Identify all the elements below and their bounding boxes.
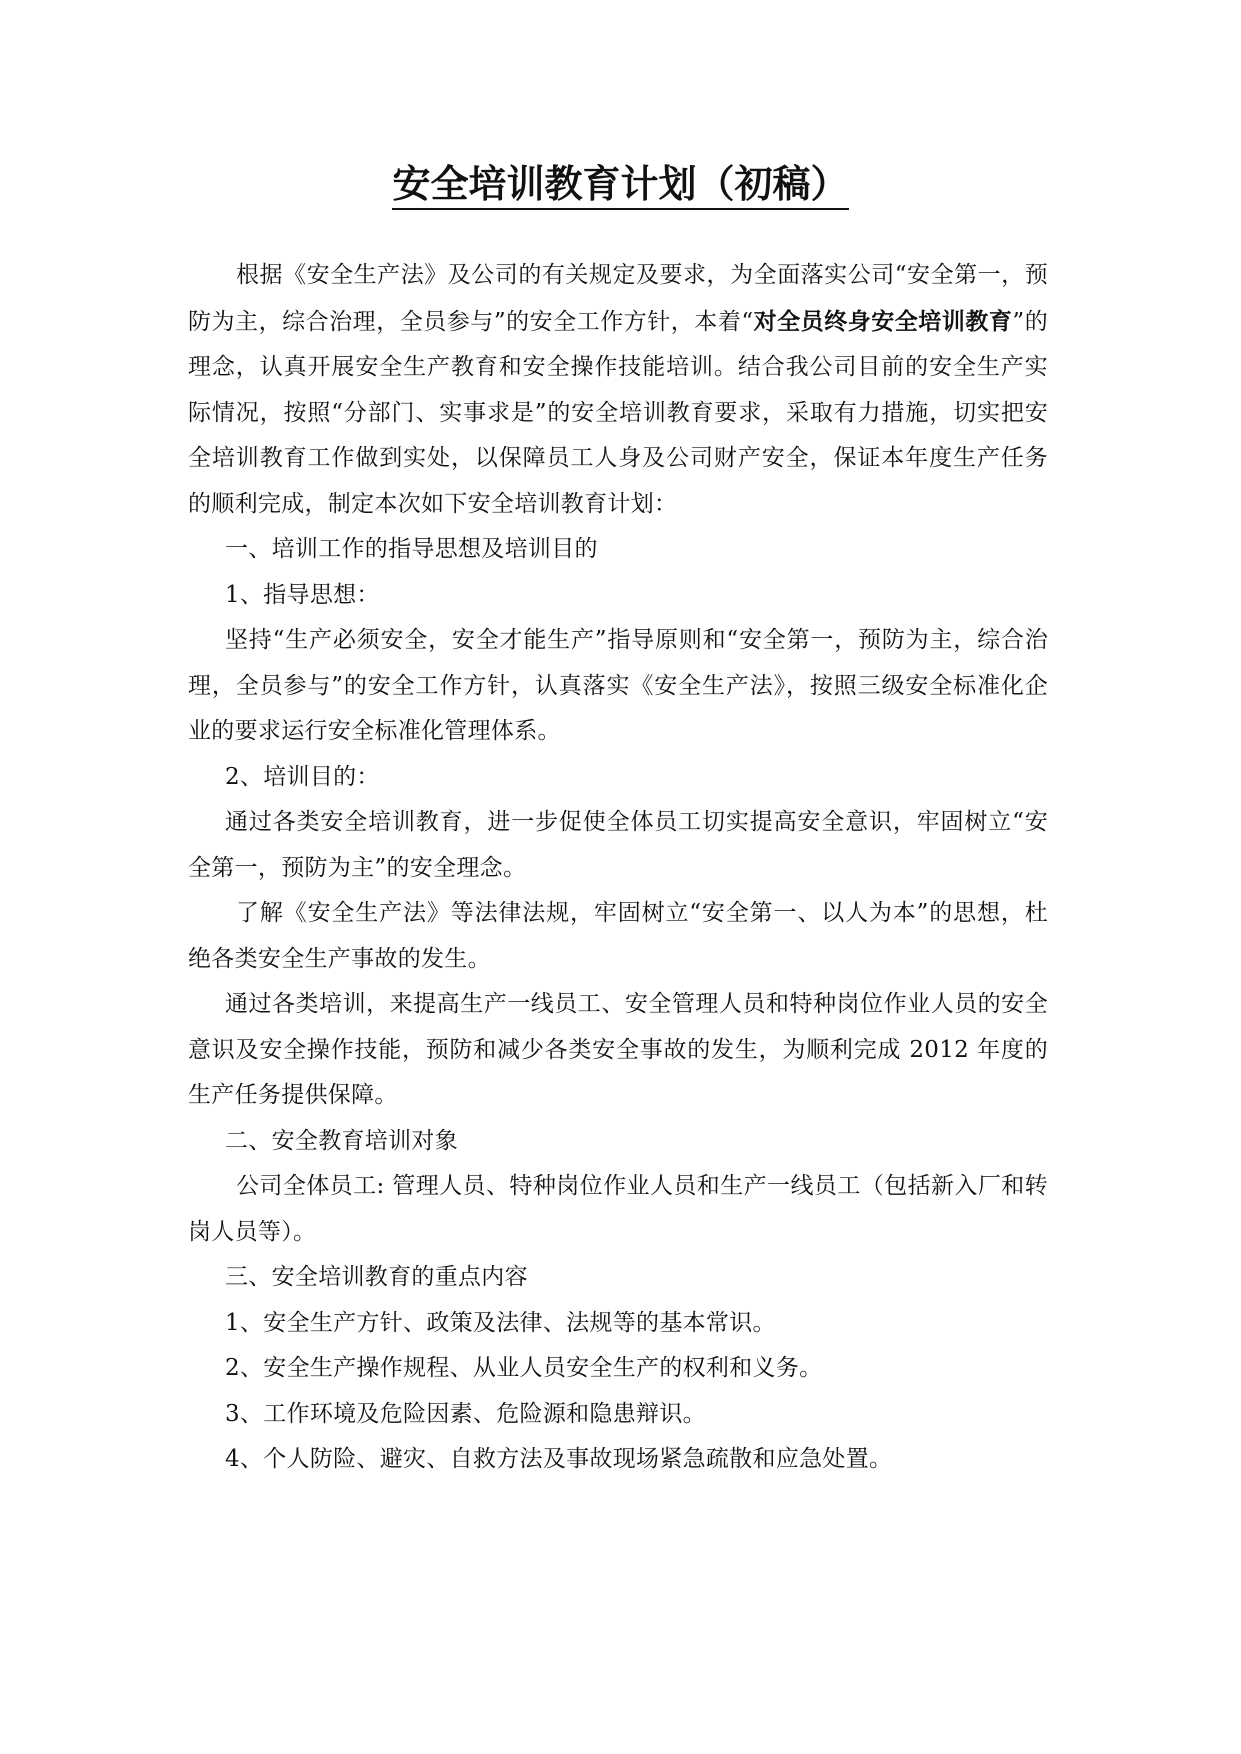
section1-heading: 一、培训工作的指导思想及培训目的 [225, 536, 598, 562]
section1-sub2-heading: 2、培训目的： [225, 763, 380, 790]
document-title-text: 安全培训教育计划（初稿） [392, 161, 848, 210]
section1-sub2-text1: 通过各类安全培训教育，进一步促使全体员工切实提高安全意识，牢固树立“安全第一，预防为主”的安全理念。 [188, 809, 1048, 881]
intro-text-part1: 根据《安全生产法》及公司的有关规定及要求，为全面落实公司“安全第一，预防为主，综合治理，全员参与”的安全工作方针，本着“ [188, 262, 1048, 335]
intro-bold-text: 对全员终身安全培训教育 [753, 307, 1013, 335]
section3-item: 3、工作环境及危险因素、危险源和隐患辩识。 [225, 1400, 706, 1427]
section3-item: 4、个人防险、避灾、自救方法及事故现场紧急疏散和应急处置。 [225, 1446, 893, 1472]
section2-text: 公司全体员工: 管理人员、特种岗位作业人员和生产一线员工（包括新入厂和转岗人员等）。 [188, 1173, 1048, 1245]
section1-sub1-text: 坚持“生产必须安全，安全才能生产”指导原则和“安全第一，预防为主，综合治理，全员参与”的安全工作方针，认真落实《安全生产法》，按照三级安全标准化企业的要求运行安全标准化管理体系。 [188, 627, 1048, 744]
section1-sub2-text3: 通过各类培训，来提高生产一线员工、安全管理人员和特种岗位作业人员的安全意识及安全操作技能，预防和减少各类安全事故的发生，为顺利完成 2012 年度的生产任务提供保障。 [188, 991, 1048, 1108]
section1-sub2-text2: 了解《安全生产法》等法律法规，牢固树立“安全第一、以人为本”的思想，杜绝各类安全生产事故的发生。 [188, 900, 1048, 972]
section1-sub1-heading: 1、指导思想： [225, 581, 380, 608]
intro-paragraph [188, 253, 1048, 527]
section3-item: 2、安全生产操作规程、从业人员安全生产的权利和义务。 [225, 1355, 823, 1381]
section2-heading: 二、安全教育培训对象 [225, 1127, 458, 1154]
intro-text-part2: ”的理念，认真开展安全生产教育和安全操作技能培训。结合我公司目前的安全生产实际情况，按照“分部门、实事求是”的安全培训教育要求，采取有力措施，切实把安全培训教育工作做到实处，以保障员工人身及公司财产安全，保证本年度生产任务的顺利完成，制定本次如下安全培训教育计划： [188, 308, 1048, 517]
section3-heading: 三、安全培训教育的重点内容 [225, 1264, 528, 1290]
document-title [0, 154, 1241, 214]
section3-item: 1、安全生产方针、政策及法律、法规等的基本常识。 [225, 1309, 776, 1336]
document-body [188, 253, 1048, 1483]
